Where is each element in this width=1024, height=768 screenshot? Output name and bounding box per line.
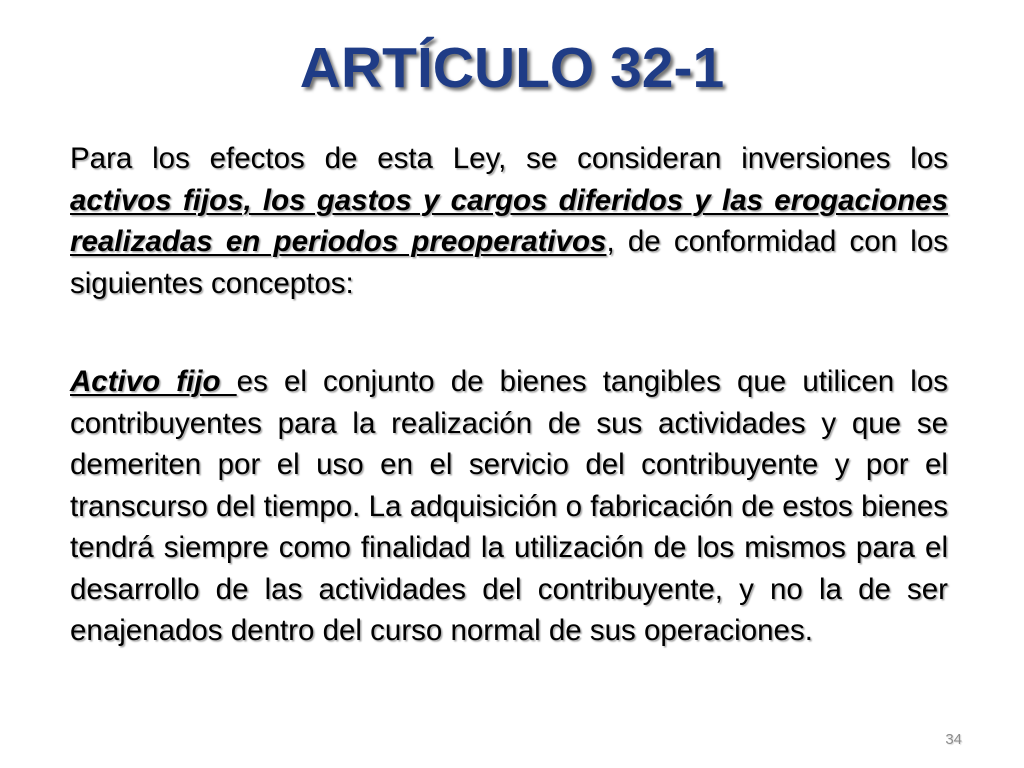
slide-title: ARTÍCULO 32-1 <box>299 36 725 100</box>
paragraph-tail-text: , de conformidad con los siguientes conceptos: <box>70 225 948 300</box>
page-number: 34 <box>945 731 962 748</box>
emphasized-concepts: activos fijos, los gastos y cargos diferidos y las erogaciones realizadas en periodos preoperativos <box>70 183 948 258</box>
definition-text: es el conjunto de bienes tangibles que utilicen los contribuyentes para la realización de sus actividades y que se demeriten por el uso en el servicio del contribuyente y por el transcurso del tiempo. La adquisición o fabricación de estos bienes tendrá siempre como finalidad la utilización de los mismos para el desarrollo de las actividades del contribuyente, y no la de ser enajenados dentro del curso normal de sus operaciones. <box>70 365 948 647</box>
paragraph-activo-fijo <box>70 361 948 652</box>
slide-body <box>70 138 948 652</box>
paragraph-lead-text: Para los efectos de esta Ley, se consideran inversiones los <box>70 142 948 175</box>
term-activo-fijo: Activo fijo <box>70 365 237 398</box>
paragraph-inversiones <box>70 138 948 304</box>
